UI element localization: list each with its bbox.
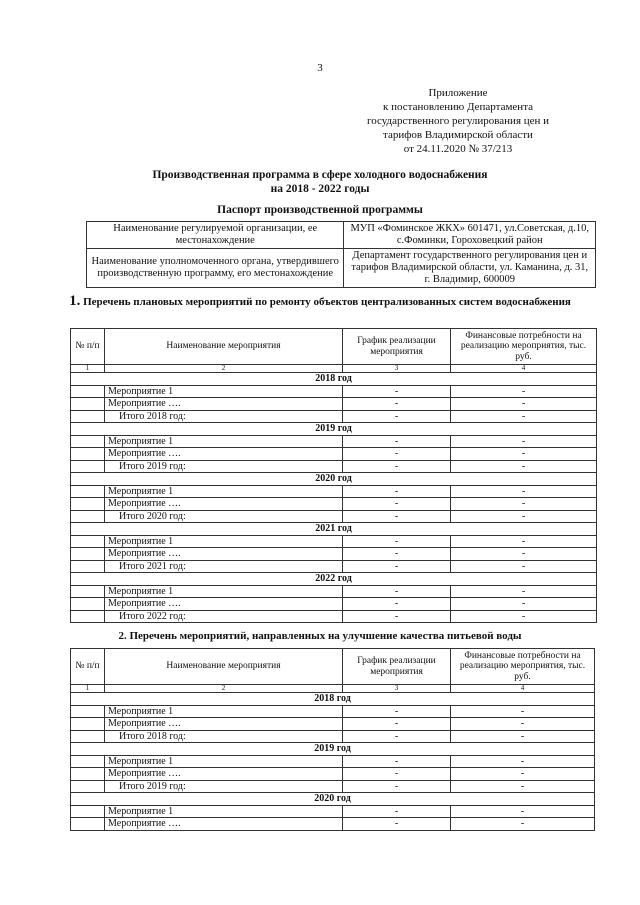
- passport-row: [87, 222, 596, 249]
- measure-schedule: -: [343, 818, 451, 831]
- year-label: 2019 год: [71, 423, 597, 436]
- row-number: [71, 818, 105, 831]
- row-number: [71, 598, 105, 611]
- measure-schedule: -: [343, 585, 451, 598]
- measure-schedule: -: [343, 780, 451, 793]
- year-label: 2018 год: [71, 373, 597, 386]
- table-row: [71, 730, 595, 743]
- row-number: [71, 805, 105, 818]
- measure-name: Мероприятие ….: [105, 548, 343, 561]
- passport-table: [86, 221, 596, 288]
- year-label: 2018 год: [71, 693, 595, 706]
- measure-finance: -: [451, 560, 597, 573]
- year-label: 2022 год: [71, 573, 597, 586]
- measure-schedule: -: [343, 460, 451, 473]
- column-numbers-row: [71, 365, 597, 373]
- year-row: [71, 373, 597, 386]
- measure-finance: -: [451, 435, 597, 448]
- column-number: 3: [343, 365, 451, 373]
- table-row: [71, 498, 597, 511]
- row-number: [71, 410, 105, 423]
- year-row: [71, 793, 595, 806]
- row-number: [71, 460, 105, 473]
- measure-name: Мероприятие ….: [105, 398, 343, 411]
- row-number: [71, 448, 105, 461]
- row-number: [71, 485, 105, 498]
- section-1-heading: [0, 295, 640, 309]
- table-row: [71, 410, 597, 423]
- measure-finance: -: [451, 410, 597, 423]
- measure-finance: -: [451, 585, 597, 598]
- appendix-line: Приложение: [428, 87, 488, 99]
- year-label: 2020 год: [71, 793, 595, 806]
- row-number: [71, 768, 105, 781]
- passport-value: МУП «Фоминское ЖКХ» 601471, ул.Советская, д.10, с.Фоминки, Гороховецкий район: [344, 222, 596, 249]
- section-1-title: Перечень плановых мероприятий по ремонту объектов централизованных систем водоснабжения: [83, 296, 571, 308]
- measure-schedule: -: [343, 548, 451, 561]
- section-1-number: 1.: [69, 293, 81, 309]
- measure-finance: -: [451, 718, 595, 731]
- row-number: [71, 610, 105, 623]
- water-quality-measures-table: [70, 648, 595, 831]
- measure-schedule: -: [343, 510, 451, 523]
- measure-finance: -: [451, 598, 597, 611]
- measure-finance: -: [451, 730, 595, 743]
- measure-finance: -: [451, 780, 595, 793]
- measure-name: Мероприятие ….: [105, 498, 343, 511]
- table-row: [71, 560, 597, 573]
- measure-schedule: -: [343, 560, 451, 573]
- measure-finance: -: [451, 398, 597, 411]
- measure-name: Итого 2018 год:: [105, 730, 343, 743]
- header-finance: Финансовые потребности на реализацию мероприятия, тыс. руб.: [451, 649, 595, 685]
- row-number: [71, 510, 105, 523]
- measure-finance: -: [451, 768, 595, 781]
- measure-schedule: -: [343, 398, 451, 411]
- measure-name: Мероприятие 1: [105, 585, 343, 598]
- year-row: [71, 423, 597, 436]
- measure-schedule: -: [343, 448, 451, 461]
- row-number: [71, 718, 105, 731]
- measure-finance: -: [451, 705, 595, 718]
- measure-schedule: -: [343, 718, 451, 731]
- measure-schedule: -: [343, 755, 451, 768]
- measure-schedule: -: [343, 705, 451, 718]
- measure-finance: -: [451, 510, 597, 523]
- table-row: [71, 768, 595, 781]
- document-title: [0, 168, 640, 196]
- measure-finance: -: [451, 485, 597, 498]
- year-row: [71, 473, 597, 486]
- measure-schedule: -: [343, 535, 451, 548]
- table-row: [71, 460, 597, 473]
- appendix-line: от 24.11.2020 № 37/213: [403, 143, 513, 155]
- measure-name: Мероприятие 1: [105, 705, 343, 718]
- column-number: 4: [451, 365, 597, 373]
- measure-name: Мероприятие 1: [105, 535, 343, 548]
- year-row: [71, 523, 597, 536]
- passport-label: Наименование регулируемой организации, ее местонахождение: [87, 222, 344, 249]
- repair-measures-table: [70, 328, 597, 623]
- row-number: [71, 435, 105, 448]
- table-row: [71, 510, 597, 523]
- measure-name: Мероприятие 1: [105, 435, 343, 448]
- year-label: 2019 год: [71, 743, 595, 756]
- measure-name: Итого 2018 год:: [105, 410, 343, 423]
- column-numbers-row: [71, 685, 595, 693]
- measure-schedule: -: [343, 730, 451, 743]
- title-line: Производственная программа в сфере холодного водоснабжения: [152, 169, 488, 181]
- table-row: [71, 780, 595, 793]
- measure-finance: -: [451, 548, 597, 561]
- table-row: [71, 485, 597, 498]
- column-number: 1: [71, 685, 105, 693]
- table-row: [71, 535, 597, 548]
- measure-name: Мероприятие ….: [105, 718, 343, 731]
- passport-value: Департамент государственного регулирования цен и тарифов Владимирской области, ул. Каманина, д. 31, г. Владимир, 600009: [344, 249, 596, 288]
- title-line: на 2018 - 2022 годы: [270, 183, 370, 195]
- page-number: 3: [317, 62, 323, 74]
- table-row: [71, 818, 595, 831]
- row-number: [71, 585, 105, 598]
- measure-finance: -: [451, 460, 597, 473]
- section-2-heading: 2. Перечень мероприятий, направленных на улучшение качества питьевой воды: [118, 630, 522, 642]
- table-row: [71, 448, 597, 461]
- measure-schedule: -: [343, 610, 451, 623]
- measure-finance: -: [451, 610, 597, 623]
- column-number: 3: [343, 685, 451, 693]
- passport-label: Наименование уполномоченного органа, утвердившего производственную программу, его местонахождение: [87, 249, 344, 288]
- header-num: № п/п: [71, 329, 105, 365]
- header-num: № п/п: [71, 649, 105, 685]
- measure-schedule: -: [343, 768, 451, 781]
- table-row: [71, 805, 595, 818]
- table-header-row: [71, 329, 597, 365]
- measure-name: Мероприятие ….: [105, 818, 343, 831]
- measure-finance: -: [451, 448, 597, 461]
- measure-finance: -: [451, 385, 597, 398]
- header-schedule: График реализации мероприятия: [343, 329, 451, 365]
- measure-name: Итого 2021 год:: [105, 560, 343, 573]
- passport-heading: Паспорт производственной программы: [217, 204, 423, 216]
- table-row: [71, 610, 597, 623]
- table-row: [71, 398, 597, 411]
- column-number: 2: [105, 685, 343, 693]
- table-row: [71, 755, 595, 768]
- appendix-line: государственного регулирования цен и: [366, 115, 550, 127]
- measure-name: Итого 2019 год:: [105, 460, 343, 473]
- row-number: [71, 498, 105, 511]
- table-row: [71, 548, 597, 561]
- measure-name: Мероприятие 1: [105, 755, 343, 768]
- table-row: [71, 718, 595, 731]
- measure-schedule: -: [343, 410, 451, 423]
- measure-name: Мероприятие ….: [105, 598, 343, 611]
- year-row: [71, 693, 595, 706]
- column-number: 2: [105, 365, 343, 373]
- appendix-line: к постановлению Департамента: [382, 101, 534, 113]
- measure-name: Мероприятие ….: [105, 448, 343, 461]
- row-number: [71, 755, 105, 768]
- measure-finance: -: [451, 805, 595, 818]
- measure-name: Мероприятие 1: [105, 805, 343, 818]
- header-finance: Финансовые потребности на реализацию мероприятия, тыс. руб.: [451, 329, 597, 365]
- table-row: [71, 598, 597, 611]
- measure-name: Итого 2022 год:: [105, 610, 343, 623]
- table-row: [71, 585, 597, 598]
- measure-schedule: -: [343, 805, 451, 818]
- passport-row: [87, 249, 596, 288]
- measure-name: Мероприятие 1: [105, 485, 343, 498]
- year-row: [71, 743, 595, 756]
- row-number: [71, 705, 105, 718]
- row-number: [71, 535, 105, 548]
- row-number: [71, 730, 105, 743]
- measure-schedule: -: [343, 498, 451, 511]
- measure-schedule: -: [343, 435, 451, 448]
- row-number: [71, 560, 105, 573]
- row-number: [71, 385, 105, 398]
- measure-schedule: -: [343, 385, 451, 398]
- measure-name: Мероприятие 1: [105, 385, 343, 398]
- column-number: 1: [71, 365, 105, 373]
- appendix-line: тарифов Владимирской области: [383, 129, 533, 141]
- table-row: [71, 705, 595, 718]
- measure-name: Мероприятие ….: [105, 768, 343, 781]
- year-label: 2021 год: [71, 523, 597, 536]
- year-row: [71, 573, 597, 586]
- table-row: [71, 385, 597, 398]
- measure-schedule: -: [343, 598, 451, 611]
- measure-finance: -: [451, 498, 597, 511]
- header-schedule: График реализации мероприятия: [343, 649, 451, 685]
- table-row: [71, 435, 597, 448]
- measure-finance: -: [451, 535, 597, 548]
- column-number: 4: [451, 685, 595, 693]
- measure-name: Итого 2020 год:: [105, 510, 343, 523]
- measure-name: Итого 2019 год:: [105, 780, 343, 793]
- table-header-row: [71, 649, 595, 685]
- measure-finance: -: [451, 818, 595, 831]
- row-number: [71, 548, 105, 561]
- year-label: 2020 год: [71, 473, 597, 486]
- appendix-block: [338, 86, 578, 156]
- row-number: [71, 398, 105, 411]
- row-number: [71, 780, 105, 793]
- measure-schedule: -: [343, 485, 451, 498]
- header-name: Наименование мероприятия: [105, 329, 343, 365]
- measure-finance: -: [451, 755, 595, 768]
- header-name: Наименование мероприятия: [105, 649, 343, 685]
